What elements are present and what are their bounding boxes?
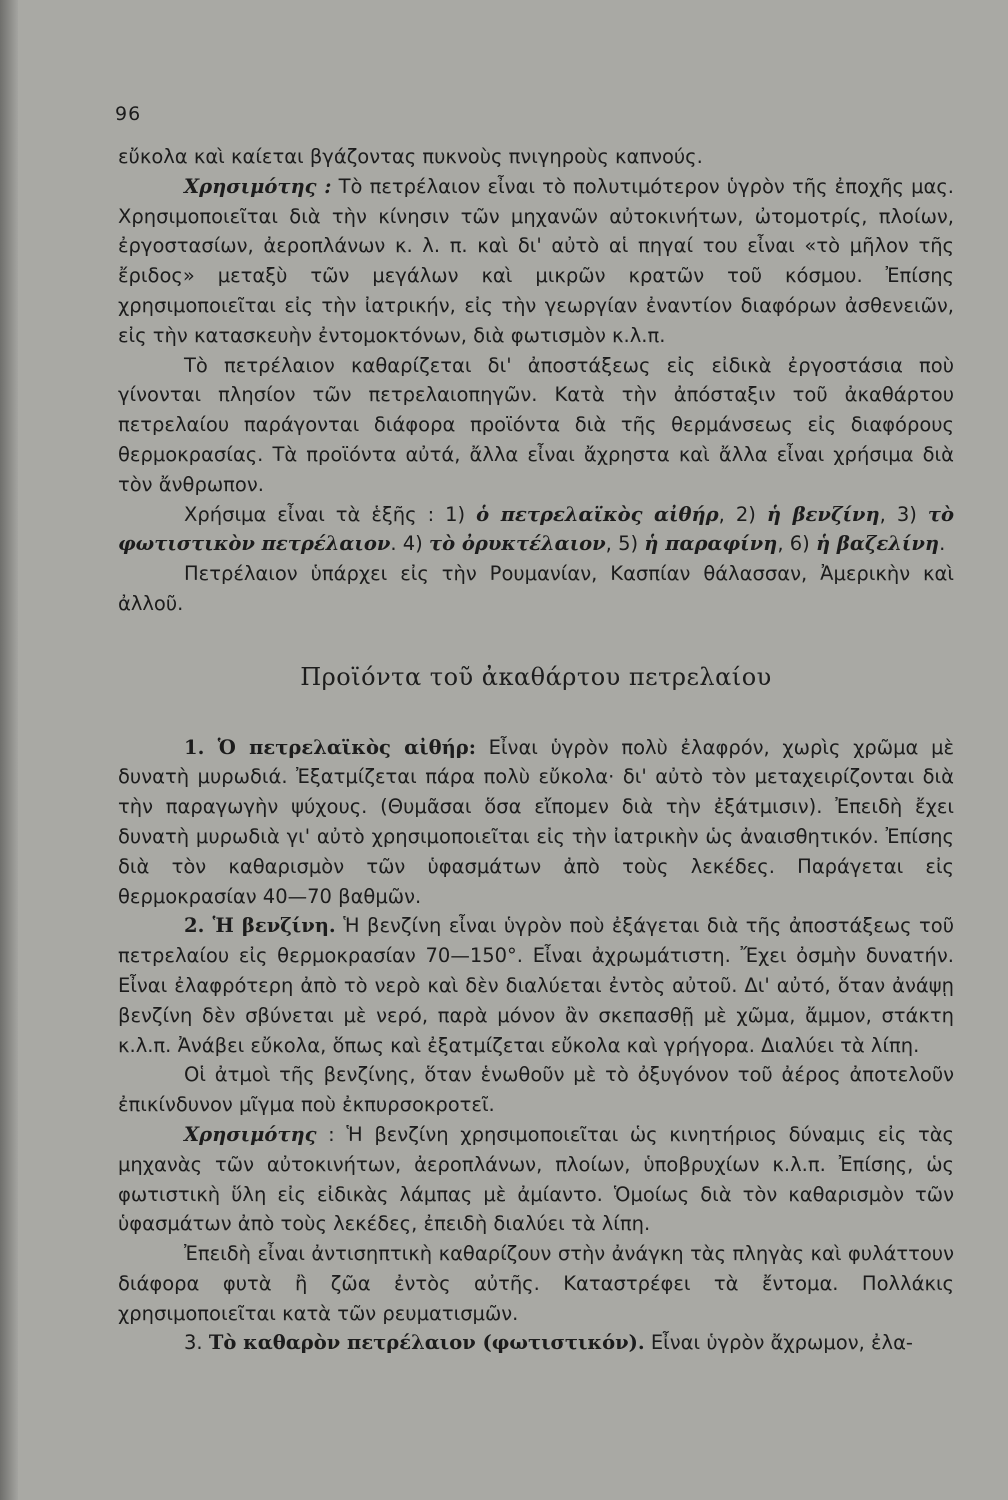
paragraph-ether — [118, 733, 954, 912]
separator: , 2) — [718, 502, 767, 526]
lamp-oil-heading: Τὸ καθαρὸν πετρέλαιον (φωτιστικόν). — [208, 1331, 645, 1355]
separator: . 4) — [390, 532, 429, 556]
body-text — [118, 142, 954, 1358]
separator: , 6) — [777, 532, 816, 556]
lamp-oil-text: Εἶναι ὑγρὸν ἄχρωμον, ἐλα- — [644, 1331, 913, 1355]
separator: . — [939, 532, 946, 556]
product-ether: ὁ πετρελαϊκὸς αἰθήρ — [476, 502, 719, 526]
paragraph-usefulness — [118, 172, 954, 351]
benzine-heading: 2. Ἡ βενζίνη. — [184, 914, 336, 938]
section-title: Προϊόντα τοῦ ἀκαθάρτου πετρελαίου — [300, 662, 772, 691]
paragraph-benzine — [118, 911, 954, 1060]
benzine-usefulness-heading: Χρησιμότης — [184, 1122, 317, 1146]
product-lamp-oil: τὸ φωτιστικὸν πετρέλαιον — [118, 502, 954, 556]
ether-text: Εἶναι ὑγρὸν πολὺ ἐλαφρόν, χωρὶς χρῶμα μὲ δυνατὴ μυρωδιά. Ἐξατμίζεται πάρα πολὺ εὔκολα· δι' αὐτὸ τὸν μεταχειρίζονται διὰ τὴν παραγωγὴν ψύχους. (Θυμᾶσαι ὅσα εἴπομεν διὰ τὴν ἐξάτμισιν). Ἐπειδὴ ἔχει δυνατὴ μυρωδιὰ γι' αὐτὸ χρησιμοποιεῖται εἰς τὴν ἰατρικὴν ὡς ἀναισθητικόν. Ἐπίσης διὰ τὸν καθαρισμὸν τῶν ὑφασμάτων ἀπὸ τοὺς λεκέδες. Παράγεται εἰς θερμοκρασίαν 40—70 βαθμῶν. — [118, 735, 955, 908]
usefulness-heading: Χρησιμότης : — [184, 174, 332, 198]
paragraph-useful-products — [118, 500, 954, 560]
page-number: 96 — [115, 103, 142, 125]
product-mineral-oil: τὸ ὀρυκτέλαιον — [429, 532, 606, 556]
paragraph-refining: Τὸ πετρέλαιον καθαρίζεται δι' ἀποστάξεως εἰς εἰδικὰ ἐργοστάσια ποὺ γίνονται πλησίον τῶν πετρελαιοπηγῶν. Κατὰ τὴν ἀπόσταξιν τοῦ ἀκαθάρτου πετρελαίου παράγονται διάφορα προϊόντα διὰ τῆς θερμάνσεως εἰς διαφόρους θερμοκρασίας. Τὰ προϊόντα αὐτά, ἄλλα εἶναι ἄχρηστα καὶ ἄλλα εἶναι χρήσιμα διὰ τὸν ἄνθρωπον. — [118, 353, 954, 496]
ether-heading: 1. Ὁ πετρελαϊκὸς αἰθήρ: — [184, 735, 476, 759]
paragraph-benzine-usefulness — [118, 1120, 954, 1239]
benzine-usefulness-text: : Ἡ βενζίνη χρησιμοποιεῖται ὡς κινητήριος δύναμις εἰς τὰς μηχανὰς τῶν αὐτοκινήτων, ἀεροπλάνων, πλοίων, ὑποβρυχίων κ.λ.π. Ἐπίσης, ὡς φωτιστικὴ ὕλη εἰς εἰδικὰς λάμπας μὲ ἀμίαντο. Ὁμοίως διὰ τὸν καθαρισμὸν τῶν ὑφασμάτων ἀπὸ τοὺς λεκέδες, ἐπειδὴ διαλύει τὰ λίπη. — [118, 1122, 954, 1236]
product-benzine: ἡ βενζίνη — [766, 502, 880, 526]
benzine-text: Ἡ βενζίνη εἶναι ὑγρὸν ποὺ ἐξάγεται διὰ τῆς ἀποστάξεως τοῦ πετρελαίου εἰς θερμοκρασίαν 70—150°. Εἶναι ἀχρωμάτιστη. Ἔχει ὀσμὴν δυνατήν. Εἶναι ἐλαφρότερη ἀπὸ τὸ νερὸ καὶ δὲν διαλύεται ἐντὸς αὐτοῦ. Δι' αὐτό, ὅταν ἀνάψῃ βενζίνη δὲν σβύνεται μὲ νερό, παρὰ μόνον ἂν σκεπασθῇ μὲ χῶμα, ἄμμον, στάκτη κ.λ.π. Ἀνάβει εὔκολα, ὅπως καὶ ἐξατμίζεται εὔκολα καὶ γρήγορα. Διαλύει τὰ λίπη. — [118, 914, 954, 1057]
separator: , 3) — [879, 502, 928, 526]
products-intro: Χρήσιμα εἶναι τὰ ἑξῆς : 1) — [184, 502, 477, 526]
product-paraffin: ἡ παραφίνη — [644, 532, 778, 556]
separator: , 5) — [605, 532, 645, 556]
paragraph-locations: Πετρέλαιον ὑπάρχει εἰς τὴν Ρουμανίαν, Κασπίαν θάλασσαν, Ἀμερικὴν καὶ ἀλλοῦ. — [118, 562, 954, 615]
paragraph-continued: εὔκολα καὶ καίεται βγάζοντας πυκνοὺς πνιγηροὺς καπνούς. — [118, 145, 703, 168]
paragraph-benzine-vapors: Οἱ ἀτμοὶ τῆς βενζίνης, ὅταν ἑνωθοῦν μὲ τὸ ὀξυγόνον τοῦ ἀέρος ἀποτελοῦν ἐπικίνδυνον μῖγμα ποὺ ἐκπυρσοκροτεῖ. — [118, 1063, 954, 1117]
paragraph-benzine-antiseptic: Ἐπειδὴ εἶναι ἀντισηπτικὴ καθαρίζουν στὴν ἀνάγκη τὰς πληγὰς καὶ φυλάττουν διάφορα φυτὰ ἢ ζῶα ἐντὸς αὐτῆς. Καταστρέφει τὰ ἔντομα. Πολλάκις χρησιμοποιεῖται κατὰ τῶν ρευματισμῶν. — [118, 1242, 954, 1325]
usefulness-text: Τὸ πετρέλαιον εἶναι τὸ πολυτιμότερον ὑγρὸν τῆς ἐποχῆς μας. Χρησιμοποιεῖται διὰ τὴν κίνησιν τῶν μηχανῶν αὐτοκινήτων, ὠτομοτρίς, πλοίων, ἐργοστασίων, ἀεροπλάνων κ. λ. π. καὶ δι' αὐτὸ αἱ πηγαί του εἶναι «τὸ μῆλον τῆς ἔριδος» μεταξὺ τῶν μεγάλων καὶ μικρῶν κρατῶν τοῦ κόσμου. Ἐπίσης χρησιμοποιεῖται εἰς τὴν ἰατρικήν, εἰς τὴν γεωργίαν ἐναντίον διαφόρων ἀσθενειῶν, εἰς τὴν κατασκευὴν ἐντομοκτόνων, διὰ φωτισμὸν κ.λ.π. — [118, 174, 954, 347]
product-vaseline: ἡ βαζελίνη — [815, 532, 940, 556]
lamp-oil-number: 3. — [184, 1331, 209, 1355]
paragraph-lamp-oil — [118, 1328, 954, 1358]
page-binding-edge — [0, 0, 18, 1500]
